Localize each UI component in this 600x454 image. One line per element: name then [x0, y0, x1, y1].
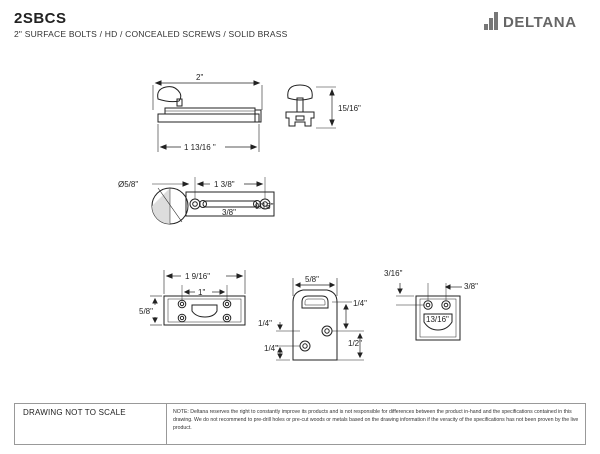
dim-keeper-hole-spacing: 1" [198, 288, 206, 297]
dim-guide-top: 3/16" [384, 269, 403, 278]
bolt-end-view [286, 85, 336, 128]
dim-strike-width: 5/8" [305, 275, 319, 284]
dim-strike-quarter-a: 1/4" [353, 299, 367, 308]
disclaimer-note: NOTE: Deltana reserves the right to constantly improve its products and is not responsible for differences between the product in-hand and the specifications contained in this drawing. We do not recommend to pre-drill holes or pre-cut woods or metals based on the drawing information if the veracity of the specifications has not been proven by the live product. [173, 409, 579, 431]
dim-strike-quarter-c: 1/4" [264, 344, 278, 353]
product-description: 2" SURFACE BOLTS / HD / CONCEALED SCREWS / SOLID BRASS [14, 29, 288, 39]
dim-keeper-length: 1 9/16" [185, 272, 211, 281]
scale-notice-label: DRAWING NOT TO SCALE [23, 408, 126, 417]
bolt-top-view [152, 177, 274, 224]
dim-bolt-length: 2" [196, 73, 204, 82]
footer-box [14, 403, 586, 445]
brand-name: DELTANA [503, 14, 577, 31]
dim-guide-right: 3/8" [464, 282, 478, 291]
scale-notice [15, 404, 167, 444]
dim-side-height: 15/16" [338, 104, 361, 113]
dim-strike-quarter-b: 1/4" [258, 319, 272, 328]
product-code: 2SBCS [14, 10, 67, 27]
dim-keeper-height: 5/8" [139, 307, 153, 316]
dim-guide-inner: 13/16" [426, 315, 449, 324]
dim-hole-spacing: 1 3/8" [214, 180, 235, 189]
dim-rail-width: 9/16" [255, 202, 274, 211]
guide-view [396, 283, 462, 340]
dim-knob-diameter: Ø5/8" [118, 180, 139, 189]
dim-plate-length: 1 13/16 " [184, 143, 216, 152]
bolt-side-view [153, 81, 262, 152]
dim-hole-offset: 3/8" [222, 208, 236, 217]
dim-strike-half: 1/2" [348, 339, 362, 348]
